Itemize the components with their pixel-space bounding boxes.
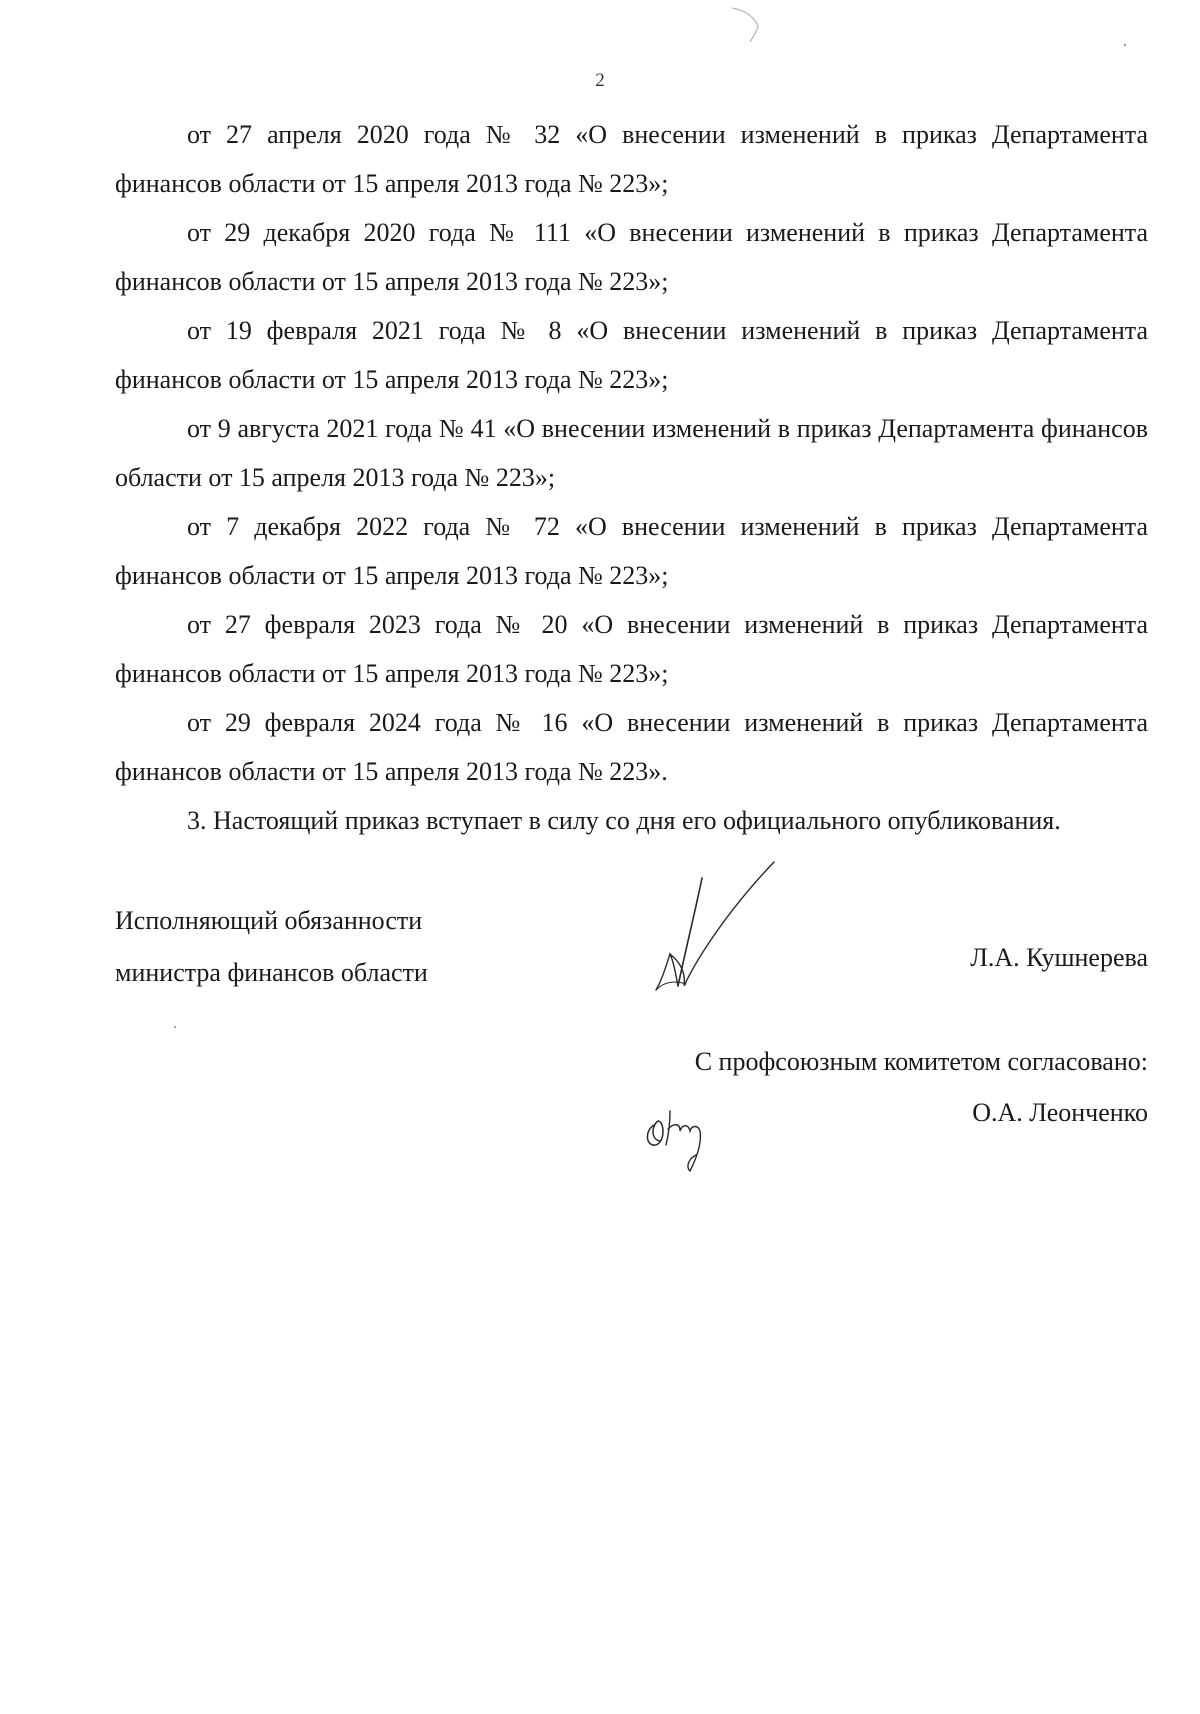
union-representative-name: О.А. Леонченко <box>972 1098 1148 1127</box>
paragraph-order-2021-41: от 9 августа 2021 года № 41 «О внесении изменений в приказ Департамента финансов области от 15 апреля 2013 года № 223»; <box>115 414 1148 492</box>
scan-mark-corner <box>1120 40 1130 50</box>
signatory-name: Л.А. Кушнерева <box>970 943 1148 972</box>
paragraph-clause-3: 3. Настоящий приказ вступает в силу со дня его официального опубликования. <box>187 806 1061 835</box>
scan-mark-top <box>730 4 770 44</box>
signatory-position-line1: Исполняющий обязанности <box>115 906 423 935</box>
paragraph-order-2023-20: от 27 февраля 2023 года № 20 «О внесении изменений в приказ Департамента финансов области от 15 апреля 2013 года № 223»; <box>115 610 1148 688</box>
union-signature-icon <box>640 1085 730 1175</box>
handwritten-signature-icon <box>640 858 790 998</box>
union-agreement-label: С профсоюзным комитетом согласовано: <box>694 1047 1148 1076</box>
paragraph-order-2021-8: от 19 февраля 2021 года № 8 «О внесении изменений в приказ Департамента финансов области от 15 апреля 2013 года № 223»; <box>115 316 1148 394</box>
signatory-position <box>115 895 428 999</box>
page-number: 2 <box>595 70 605 91</box>
paragraph-order-2022-72: от 7 декабря 2022 года № 72 «О внесении изменений в приказ Департамента финансов области от 15 апреля 2013 года № 223»; <box>115 512 1148 590</box>
paragraph-order-2024-16: от 29 февраля 2024 года № 16 «О внесении изменений в приказ Департамента финансов области от 15 апреля 2013 года № 223». <box>115 708 1148 786</box>
document-body <box>115 110 1148 845</box>
paragraph-order-2020-32: от 27 апреля 2020 года № 32 «О внесении изменений в приказ Департамента финансов области от 15 апреля 2013 года № 223»; <box>115 120 1148 198</box>
scan-mark-dot <box>172 1024 178 1030</box>
paragraph-order-2020-111: от 29 декабря 2020 года № 111 «О внесении изменений в приказ Департамента финансов области от 15 апреля 2013 года № 223»; <box>115 218 1148 296</box>
signatory-position-line2: министра финансов области <box>115 958 428 987</box>
